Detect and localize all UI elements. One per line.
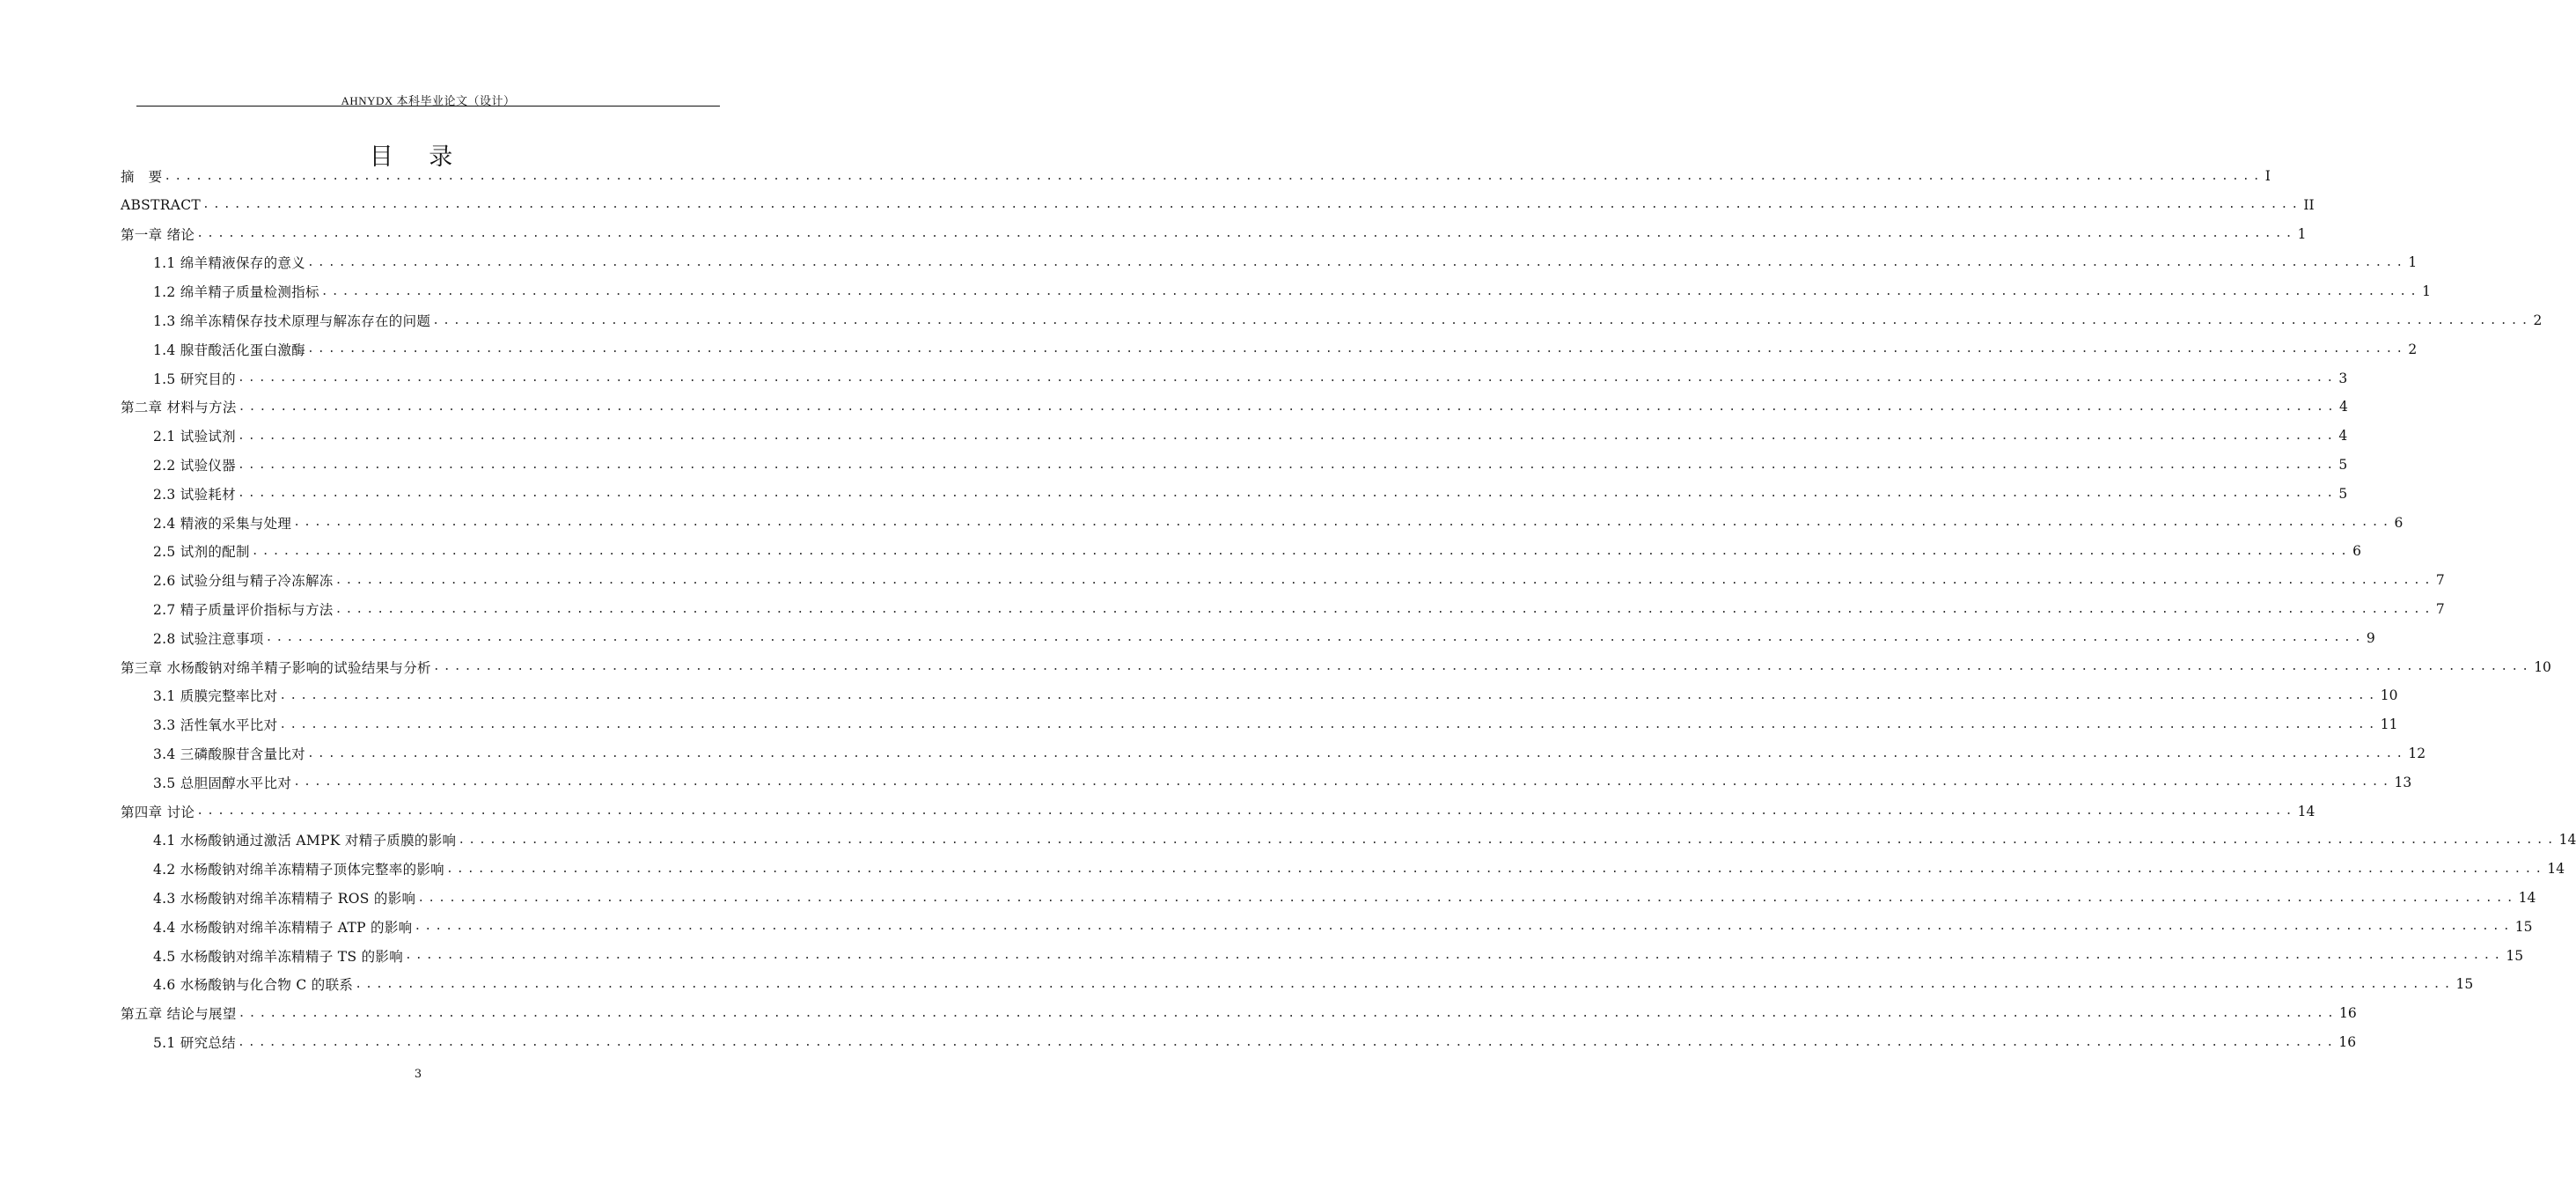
toc-entry-page: 12 xyxy=(2408,746,2426,761)
toc-dot-leader: ........................................................................................................................................................................................................ xyxy=(432,313,2532,327)
toc-entry-page: 9 xyxy=(2366,629,2375,646)
toc-dot-leader: ........................................................................................................................................................................................................ xyxy=(306,255,2407,269)
toc-entry-label: 第五章 结论与展望 xyxy=(121,1006,237,1023)
toc-entry-page: 5 xyxy=(2338,457,2348,473)
toc-entry-label: 3.3 活性氧水平比对 xyxy=(153,717,278,734)
toc-entry-label: 3.5 总胆固醇水平比对 xyxy=(153,775,292,791)
toc-entry-label: 2.7 精子质量评价指标与方法 xyxy=(153,602,334,618)
toc-dot-leader: ........................................................................................................................................................................................................ xyxy=(279,717,2379,731)
toc-dot-leader: ........................................................................................................................................................................................................ xyxy=(355,977,2455,991)
toc-entry-page: 11 xyxy=(2380,716,2398,733)
toc-entry-label: 2.2 试验仪器 xyxy=(153,458,236,474)
toc-section-entry[interactable] xyxy=(153,451,2348,479)
toc-entry-page: 15 xyxy=(2514,918,2533,935)
toc-dot-leader: ........................................................................................................................................................................................................ xyxy=(265,631,2365,645)
toc-dot-leader: ........................................................................................................................................................................................................ xyxy=(237,371,2337,386)
toc-entry-label: 第三章 水杨酸钠对绵羊精子影响的试验结果与分析 xyxy=(121,659,431,676)
toc-section-entry[interactable] xyxy=(153,422,2348,450)
toc-entry-page: 10 xyxy=(2380,687,2398,704)
toc-entry-page: 1 xyxy=(2297,225,2307,242)
toc-entry-label: ABSTRACT xyxy=(121,196,202,213)
toc-section-entry[interactable] xyxy=(153,306,2543,334)
toc-entry-page: 13 xyxy=(2394,774,2412,790)
toc-title: 目 录 xyxy=(369,143,467,171)
header-divider xyxy=(136,106,720,107)
toc-entry-label: 1.4 腺苷酸活化蛋白激酶 xyxy=(153,342,305,358)
toc-dot-leader: ........................................................................................................................................................................................................ xyxy=(196,805,2296,819)
toc-section-entry[interactable] xyxy=(153,480,2348,508)
toc-entry-page: 1 xyxy=(2422,283,2431,300)
toc-entry-page: 2 xyxy=(2408,341,2418,357)
toc-entry-label: 5.1 研究总结 xyxy=(153,1035,236,1051)
toc-entry-page: 7 xyxy=(2435,601,2445,617)
toc-entry-page: 5 xyxy=(2338,485,2348,502)
toc-entry-page: 3 xyxy=(2338,370,2348,386)
toc-entry-page: 2 xyxy=(2533,312,2543,328)
toc-section-entry[interactable] xyxy=(153,739,2426,768)
toc-section-entry[interactable] xyxy=(153,826,2576,854)
toc-entry-label: 1.3 绵羊冻精保存技术原理与解冻存在的问题 xyxy=(153,313,431,329)
toc-dot-leader: ........................................................................................................................................................................................................ xyxy=(237,458,2337,472)
toc-entry-label: 第二章 材料与方法 xyxy=(121,400,237,416)
toc-entry-page: 14 xyxy=(2558,832,2576,849)
toc-entry-label: 3.1 质膜完整率比对 xyxy=(153,688,278,705)
toc-section-entry[interactable] xyxy=(153,884,2536,912)
toc-section-entry[interactable] xyxy=(153,624,2375,652)
toc-dot-leader: ........................................................................................................................................................................................................ xyxy=(458,833,2558,847)
toc-dot-leader: ........................................................................................................................................................................................................ xyxy=(432,660,2533,674)
toc-entry-page: 1 xyxy=(2408,254,2418,271)
toc-chapter-entry[interactable] xyxy=(121,999,2357,1027)
toc-section-entry[interactable] xyxy=(153,595,2445,623)
toc-entry-page: 14 xyxy=(2297,803,2315,819)
toc-entry-label: 2.4 精液的采集与处理 xyxy=(153,515,292,532)
toc-section-entry[interactable] xyxy=(153,913,2533,941)
toc-dot-leader: ........................................................................................................................................................................................................ xyxy=(237,429,2337,443)
toc-dot-leader: ........................................................................................................................................................................................................ xyxy=(164,169,2264,183)
toc-section-entry[interactable] xyxy=(153,768,2412,797)
toc-section-entry[interactable] xyxy=(153,509,2404,537)
toc-dot-leader: ........................................................................................................................................................................................................ xyxy=(238,400,2337,414)
toc-chapter-entry[interactable] xyxy=(121,797,2315,826)
toc-entry-label: 1.1 绵羊精液保存的意义 xyxy=(153,255,305,272)
toc-entry-label: 第四章 讨论 xyxy=(121,804,195,820)
running-header: AHNYDX 本科毕业论文（设计） xyxy=(341,94,516,107)
toc-entry-label: 4.3 水杨酸钠对绵羊冻精精子 ROS 的影响 xyxy=(153,891,416,907)
toc-entry-page: II xyxy=(2303,196,2315,213)
toc-section-entry[interactable] xyxy=(153,537,2361,565)
toc-dot-leader: ........................................................................................................................................................................................................ xyxy=(238,1006,2337,1020)
toc-chapter-entry[interactable] xyxy=(121,191,2315,219)
toc-entry-page: 6 xyxy=(2352,543,2361,560)
toc-entry-label: 1.5 研究目的 xyxy=(153,371,236,387)
toc-entry-page: 16 xyxy=(2338,1005,2357,1022)
toc-entry-label: 4.5 水杨酸钠对绵羊冻精精子 TS 的影响 xyxy=(153,948,403,965)
toc-entry-label: 1.2 绵羊精子质量检测指标 xyxy=(153,284,319,301)
toc-entry-label: 2.1 试验试剂 xyxy=(153,429,236,445)
toc-entry-label: 4.2 水杨酸钠对绵羊冻精精子顶体完整率的影响 xyxy=(153,862,444,878)
toc-entry-page: I xyxy=(2264,168,2271,184)
toc-section-entry[interactable] xyxy=(153,942,2524,970)
toc-section-entry[interactable] xyxy=(153,710,2398,738)
toc-entry-label: 4.4 水杨酸钠对绵羊冻精精子 ATP 的影响 xyxy=(153,919,413,936)
toc-entry-page: 15 xyxy=(2506,947,2524,964)
toc-entry-label: 摘 要 xyxy=(121,169,163,185)
toc-dot-leader: ........................................................................................................................................................................................................ xyxy=(405,949,2505,963)
toc-section-entry[interactable] xyxy=(153,566,2445,594)
toc-entry-label: 3.4 三磷酸腺苷含量比对 xyxy=(153,746,305,762)
toc-entry-label: 2.3 试验耗材 xyxy=(153,486,236,503)
toc-dot-leader: ........................................................................................................................................................................................................ xyxy=(417,891,2517,905)
toc-entry-page: 6 xyxy=(2394,514,2404,531)
toc-entry-label: 2.6 试验分组与精子冷冻解冻 xyxy=(153,573,334,590)
toc-dot-leader: ........................................................................................................................................................................................................ xyxy=(306,746,2407,760)
toc-chapter-entry[interactable] xyxy=(121,162,2271,190)
toc-section-entry[interactable] xyxy=(153,277,2431,305)
toc-entry-page: 4 xyxy=(2338,428,2348,445)
toc-dot-leader: ........................................................................................................................................................................................................ xyxy=(334,602,2434,616)
toc-dot-leader: ........................................................................................................................................................................................................ xyxy=(237,487,2337,501)
toc-entry-label: 第一章 绪论 xyxy=(121,226,195,243)
toc-dot-leader: ........................................................................................................................................................................................................ xyxy=(237,1035,2337,1049)
toc-chapter-entry[interactable] xyxy=(121,393,2348,421)
toc-section-entry[interactable] xyxy=(153,970,2474,998)
toc-entry-page: 14 xyxy=(2518,890,2536,906)
toc-dot-leader: ........................................................................................................................................................................................................ xyxy=(306,342,2407,356)
toc-section-entry[interactable] xyxy=(153,855,2565,883)
page-number: 3 xyxy=(414,1068,422,1081)
toc-dot-leader: ........................................................................................................................................................................................................ xyxy=(202,198,2302,212)
toc-entry-page: 14 xyxy=(2547,861,2565,878)
toc-chapter-entry[interactable] xyxy=(121,220,2307,248)
toc-chapter-entry[interactable] xyxy=(121,653,2551,681)
toc-dot-leader: ........................................................................................................................................................................................................ xyxy=(445,862,2546,876)
toc-dot-leader: ........................................................................................................................................................................................................ xyxy=(320,284,2421,298)
toc-dot-leader: ........................................................................................................................................................................................................ xyxy=(293,775,2393,790)
toc-entry-page: 16 xyxy=(2338,1034,2357,1050)
toc-entry-label: 2.8 试验注意事项 xyxy=(153,630,264,647)
toc-dot-leader: ........................................................................................................................................................................................................ xyxy=(196,227,2296,241)
toc-section-entry[interactable] xyxy=(153,364,2348,393)
toc-entry-page: 10 xyxy=(2534,658,2551,675)
toc-entry-page: 4 xyxy=(2338,399,2348,415)
toc-dot-leader: ........................................................................................................................................................................................................ xyxy=(293,516,2393,530)
toc-section-entry[interactable] xyxy=(153,1028,2357,1056)
toc-dot-leader: ........................................................................................................................................................................................................ xyxy=(414,920,2514,934)
toc-entry-label: 4.6 水杨酸钠与化合物 C 的联系 xyxy=(153,977,354,994)
toc-entry-page: 15 xyxy=(2455,976,2474,993)
toc-dot-leader: ........................................................................................................................................................................................................ xyxy=(279,688,2379,702)
toc-dot-leader: ........................................................................................................................................................................................................ xyxy=(251,544,2352,558)
toc-section-entry[interactable] xyxy=(153,681,2398,709)
toc-section-entry[interactable] xyxy=(153,248,2418,276)
toc-section-entry[interactable] xyxy=(153,335,2418,364)
toc-entry-page: 7 xyxy=(2435,572,2445,589)
toc-dot-leader: ........................................................................................................................................................................................................ xyxy=(334,573,2434,587)
toc-entry-label: 2.5 试剂的配制 xyxy=(153,544,250,561)
toc-entry-label: 4.1 水杨酸钠通过激活 AMPK 对精子质膜的影响 xyxy=(153,833,457,849)
